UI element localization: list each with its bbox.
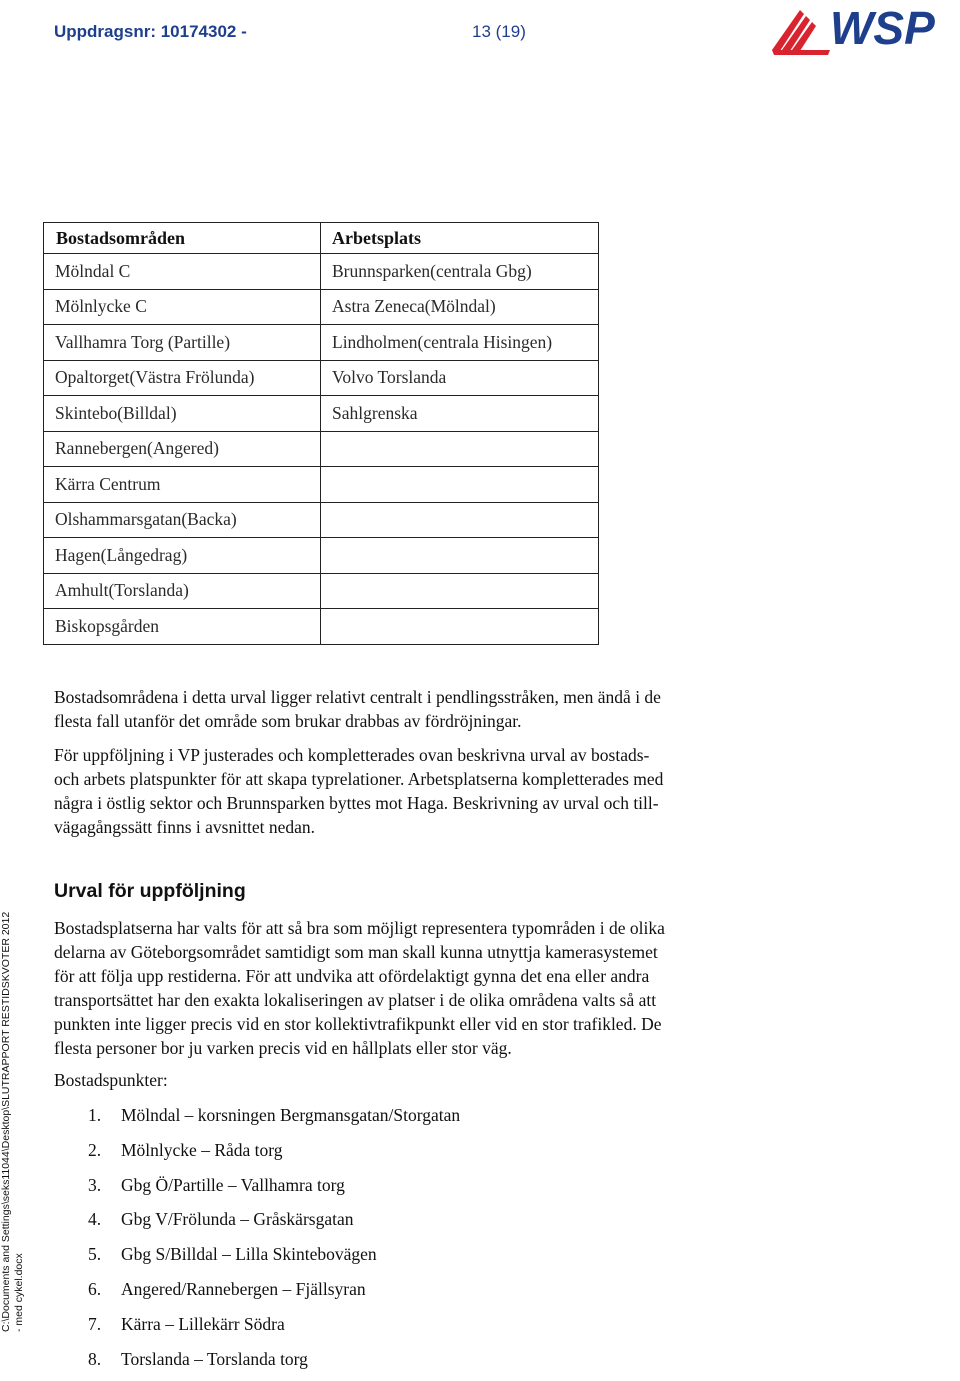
table-cell: Brunnsparken(centrala Gbg): [321, 254, 599, 290]
table-cell: Kärra Centrum: [44, 467, 321, 503]
table-row: [44, 502, 599, 538]
section-title: Urval för uppföljning: [54, 880, 246, 902]
column-header-bostadsomraden: Bostadsområden: [44, 223, 321, 254]
section-body: [54, 916, 814, 1060]
list-item: [88, 1242, 460, 1277]
table-row: [44, 573, 599, 609]
paragraph-urval: [54, 685, 814, 733]
document-number: Uppdragsnr: 10174302 -: [54, 22, 247, 41]
list-text: Kärra – Lillekärr Södra: [121, 1313, 285, 1334]
table-cell: Skintebo(Billdal): [44, 396, 321, 432]
list-item: [88, 1277, 460, 1312]
text-line: vägagångssätt finns i avsnittet nedan.: [54, 817, 315, 837]
list-number: 8.: [88, 1348, 102, 1369]
list-number: 7.: [88, 1313, 102, 1334]
list-number: 6.: [88, 1278, 102, 1299]
text-line: För uppföljning i VP justerades och kompletterades ovan beskrivna urval av bostads-: [54, 745, 650, 765]
table-header-row: [44, 223, 599, 254]
table-cell: [321, 502, 599, 538]
list-text: Angered/Rannebergen – Fjällsyran: [121, 1278, 366, 1299]
text-line: Bostadsplatserna har valts för att så bra som möjligt representera typområden i de olika: [54, 918, 665, 938]
column-header-arbetsplats: Arbetsplats: [321, 223, 599, 254]
text-line: transportsättet har den exakta lokaliseringen av platser i de olika områdena valts så att: [54, 990, 657, 1010]
list-item: [88, 1138, 460, 1173]
table-cell: Mölnlycke C: [44, 289, 321, 325]
table-cell: Sahlgrenska: [321, 396, 599, 432]
list-item: [88, 1312, 460, 1347]
table-cell: Vallhamra Torg (Partille): [44, 325, 321, 361]
wsp-logo: [770, 0, 960, 60]
list-number: 3.: [88, 1174, 102, 1195]
file-path: C:\Documents and Settings\seks11044\Desktop\SLUTRAPPORT RESTIDSKVOTER 2012: [0, 911, 12, 1332]
list-text: Gbg S/Billdal – Lilla Skintebovägen: [121, 1244, 377, 1265]
table-cell: [321, 609, 599, 645]
file-name: - med cykel.docx: [13, 1253, 25, 1332]
text-line: delarna av Göteborgsområdet samtidigt som man skall kunna utnyttja kamerasystemet: [54, 942, 658, 962]
table-cell: Lindholmen(centrala Hisingen): [321, 325, 599, 361]
table-row: [44, 467, 599, 503]
table-row: [44, 396, 599, 432]
page-header: [54, 22, 526, 42]
table-cell: Biskopsgården: [44, 609, 321, 645]
list-text: Mölnlycke – Råda torg: [121, 1139, 283, 1160]
list-item: [88, 1103, 460, 1138]
table-cell: [321, 431, 599, 467]
table-cell: Amhult(Torslanda): [44, 573, 321, 609]
list-text: Gbg Ö/Partille – Vallhamra torg: [121, 1174, 345, 1195]
table-cell: Olshammarsgatan(Backa): [44, 502, 321, 538]
list-text: Mölndal – korsningen Bergmansgatan/Storgatan: [121, 1105, 461, 1125]
text-line: några i östlig sektor och Brunnsparken byttes mot Haga. Beskrivning av urval och till-: [54, 793, 659, 813]
text-line: för att följa upp restiderna. För att undvika att ofördelaktigt gynna det ena eller andra: [54, 966, 650, 986]
list-number: 2.: [88, 1139, 102, 1160]
table-row: [44, 538, 599, 574]
text-line: och arbets platspunkter för att skapa typrelationer. Arbetsplatserna kompletterades med: [54, 769, 664, 789]
table-cell: Hagen(Långedrag): [44, 538, 321, 574]
table-row: [44, 254, 599, 290]
list-text: Torslanda – Torslanda torg: [121, 1348, 308, 1369]
file-path-sidebar: [0, 912, 26, 1332]
table-cell: [321, 538, 599, 574]
list-item: [88, 1207, 460, 1242]
list-number: 5.: [88, 1244, 102, 1265]
list-number: 1.: [88, 1105, 102, 1125]
logo-text: WSP: [830, 2, 935, 54]
text-line: Bostadsområdena i detta urval ligger relativt centralt i pendlingsstråken, men ändå i de: [54, 687, 661, 707]
page-number: 13 (19): [472, 22, 526, 41]
table-cell: Mölndal C: [44, 254, 321, 290]
table-cell: Opaltorget(Västra Frölunda): [44, 360, 321, 396]
table-row: [44, 325, 599, 361]
list-item: [88, 1347, 460, 1381]
text-line: punkten inte ligger precis vid en stor kollektivtrafikpunkt eller vid en stor trafikled. De: [54, 1014, 662, 1034]
table-row: [44, 431, 599, 467]
text-line: flesta fall utanför det område som brukar drabbas av fördröjningar.: [54, 711, 522, 731]
table-cell: [321, 467, 599, 503]
logo-stripes-icon: [772, 10, 830, 55]
table-cell: Volvo Torslanda: [321, 360, 599, 396]
areas-table: [43, 222, 599, 645]
table-cell: Rannebergen(Angered): [44, 431, 321, 467]
list-number: 4.: [88, 1209, 102, 1230]
table-row: [44, 609, 599, 645]
bostadspunkter-list: [88, 1103, 460, 1381]
table-row: [44, 360, 599, 396]
paragraph-uppfoljning: [54, 743, 814, 839]
text-line: flesta personer bor ju varken precis vid en hållplats eller stor väg.: [54, 1038, 512, 1058]
list-item: [88, 1173, 460, 1208]
table-cell: [321, 573, 599, 609]
table-cell: Astra Zeneca(Mölndal): [321, 289, 599, 325]
list-label: Bostadspunkter:: [54, 1070, 168, 1090]
list-text: Gbg V/Frölunda – Gråskärsgatan: [121, 1209, 354, 1230]
table-row: [44, 289, 599, 325]
